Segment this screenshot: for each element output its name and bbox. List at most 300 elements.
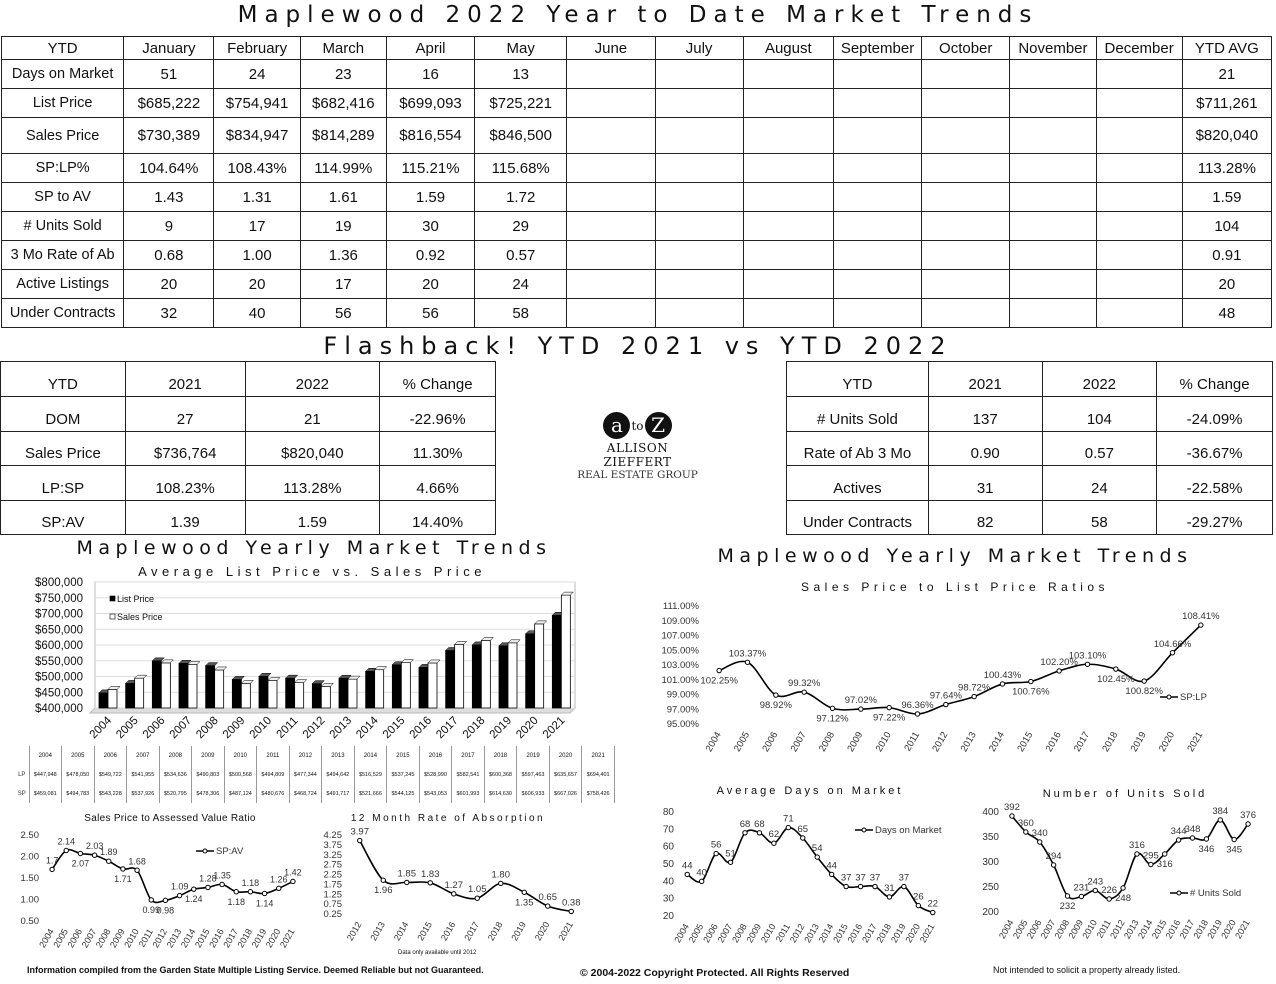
data-point [745, 660, 749, 664]
data-label: 44 [681, 860, 693, 872]
data-label: 99.32% [788, 678, 821, 690]
x-tick-label: 2006 [1024, 918, 1044, 941]
list-price-bar [206, 666, 215, 708]
logo-group: REAL ESTATE GROUP [577, 469, 698, 481]
x-tick-label: 2015 [380, 714, 408, 742]
y-tick-label: 103.00% [661, 660, 699, 671]
x-tick-label: 2012 [150, 927, 170, 950]
table-row [2, 118, 1272, 154]
flashback-right-table [786, 361, 1273, 535]
table-cell [833, 241, 921, 270]
table-cell: 0.68 [124, 241, 214, 270]
data-label: 104.66% [1153, 638, 1192, 650]
x-tick-label: 2008 [817, 730, 838, 754]
data-label: 316 [1129, 840, 1145, 851]
data-point [887, 705, 891, 709]
x-tick-label: 2010 [758, 922, 778, 945]
table-cell [833, 183, 921, 212]
column-header: November [1010, 37, 1096, 60]
data-point [1024, 830, 1028, 834]
sales-price-bar [241, 683, 250, 708]
table-cell: 56 [300, 299, 386, 328]
data-label: 62 [768, 829, 780, 841]
bar-top-face [241, 680, 253, 683]
year-cell: 2017 [452, 746, 485, 765]
sales-price-bar [375, 670, 384, 708]
table-cell: 9 [124, 212, 214, 241]
x-tick-label: 2008 [1052, 918, 1072, 941]
data-point [1163, 852, 1167, 856]
table-cell: 82 [928, 500, 1042, 535]
x-tick-label: 2018 [460, 714, 488, 742]
list-price-bar [99, 693, 108, 708]
data-point [1107, 897, 1111, 901]
lp-value-cell: $447,948 [29, 765, 62, 784]
legend-label: SP:LP [1180, 692, 1207, 703]
table-cell [743, 89, 833, 118]
table-cell [922, 118, 1010, 154]
table-cell: 29 [475, 212, 567, 241]
y-tick-label: 2.25 [323, 869, 342, 881]
data-point [1114, 667, 1118, 671]
x-tick-label: 2017 [860, 922, 879, 945]
table-row [1, 466, 496, 501]
y-tick-label: 70 [662, 824, 674, 836]
x-tick-label: 2018 [235, 927, 255, 950]
list-price-bar [526, 634, 535, 708]
sp-value-cell: $614,630 [484, 784, 517, 803]
year-cell: 2011 [257, 746, 290, 765]
x-tick-label: 2021 [917, 922, 937, 945]
data-label: 0.38 [562, 897, 581, 909]
data-label: 340 [1031, 828, 1048, 839]
data-label: 37 [898, 872, 910, 884]
data-label: 37 [840, 872, 852, 884]
table-cell: 20 [1182, 270, 1271, 299]
data-point [844, 884, 848, 888]
x-tick-label: 2005 [732, 730, 753, 754]
x-tick-label: 2009 [220, 714, 248, 742]
table-cell [922, 183, 1010, 212]
table-cell [655, 212, 743, 241]
x-tick-label: 2006 [65, 927, 85, 950]
table-cell: 0.57 [475, 241, 567, 270]
column-header: 2021 [125, 362, 245, 397]
sales-price-bar [401, 663, 410, 708]
column-header: June [567, 37, 655, 60]
data-label: 248 [1115, 893, 1131, 904]
data-point [50, 867, 54, 871]
y-tick-label: $400,000 [35, 703, 83, 715]
y-tick-label: 400 [982, 807, 999, 818]
data-label: 96.36% [901, 699, 934, 711]
data-point [1142, 679, 1146, 683]
data-label: 360 [1017, 818, 1034, 829]
x-tick-label: 2012 [930, 730, 951, 754]
x-tick-label: 2010 [122, 927, 141, 950]
x-tick-label: 2017 [1072, 730, 1093, 754]
data-point [1065, 894, 1069, 898]
data-point [522, 890, 526, 894]
table-cell: -29.27% [1157, 500, 1273, 535]
data-point [358, 838, 362, 842]
table-cell: 1.36 [300, 241, 386, 270]
lp-value-cell: $597,463 [517, 765, 550, 784]
x-tick-label: 2013 [1122, 918, 1141, 941]
table-cell: 1.00 [214, 241, 300, 270]
table-cell: 24 [475, 270, 567, 299]
data-label: 40 [696, 867, 707, 879]
y-tick-label: 60 [662, 841, 674, 853]
table-cell: $730,389 [124, 118, 214, 154]
table-cell [922, 154, 1010, 183]
x-tick-label: 2011 [773, 922, 793, 944]
table-cell [743, 118, 833, 154]
ytd-market-table [1, 36, 1272, 328]
table-cell [743, 241, 833, 270]
year-cell: 2012 [289, 746, 322, 765]
data-point [234, 890, 238, 894]
table-cell: 115.68% [475, 154, 567, 183]
x-tick-label: 2014 [178, 927, 198, 950]
x-tick-label: 2012 [300, 714, 328, 742]
data-point [1079, 894, 1083, 898]
x-tick-label: 2006 [760, 730, 781, 754]
bar-top-face [375, 667, 387, 670]
year-cell: 2018 [484, 746, 517, 765]
table-cell: 0.90 [928, 431, 1042, 466]
table-cell [655, 270, 743, 299]
column-header: 2022 [1042, 362, 1157, 397]
x-tick-label: 2015 [192, 927, 212, 950]
y-tick-label: 80 [662, 807, 674, 818]
table-cell: 31 [928, 466, 1042, 501]
data-label: 1.26 [269, 874, 288, 885]
table-cell [655, 154, 743, 183]
data-label: 1.7 [45, 855, 59, 866]
column-header: 2022 [245, 362, 380, 397]
data-label: 98.72% [958, 682, 991, 694]
table-cell [833, 60, 921, 89]
year-cell: 2007 [127, 746, 160, 765]
y-tick-label: 3.25 [323, 849, 342, 861]
lp-value-cell: $494,809 [257, 765, 290, 784]
table-cell: 58 [1042, 500, 1157, 535]
data-point [277, 886, 281, 890]
data-label: 100.82% [1125, 686, 1163, 698]
x-tick-label: 2011 [1094, 918, 1113, 940]
sales-price-bar [135, 678, 144, 708]
data-label: 100.76% [1012, 686, 1050, 698]
table-row [2, 212, 1272, 241]
bar-top-face [312, 681, 324, 684]
x-tick-label: 2006 [701, 922, 720, 945]
x-tick-label: 2020 [532, 920, 552, 943]
sales-price-bar [188, 665, 197, 708]
table-cell: 108.23% [125, 466, 245, 501]
column-header: July [655, 37, 743, 60]
year-cell: 2021 [582, 746, 615, 765]
table-cell: 17 [214, 212, 300, 241]
data-point [915, 712, 919, 716]
data-label: 346 [1198, 844, 1215, 855]
x-tick-label: 2012 [344, 920, 364, 943]
legend-label: SP:AV [216, 846, 244, 857]
sp-value-cell: $491,717 [322, 784, 355, 803]
table-cell: 113.28% [245, 466, 380, 501]
x-tick-label: 2020 [514, 714, 541, 742]
sp-value-cell: $468,724 [289, 784, 322, 803]
y-tick-label: $750,000 [35, 592, 83, 605]
list-price-bar [472, 645, 481, 708]
avg-list-vs-sales-price-chart [0, 560, 630, 750]
data-point [714, 851, 718, 855]
chart-title: Average List Price vs. Sales Price [138, 564, 486, 579]
sales-price-bar [348, 679, 357, 708]
data-label: 1.89 [99, 847, 118, 858]
sales-price-bar [295, 683, 304, 708]
table-cell: 104 [1182, 212, 1271, 241]
table-cell: 13 [475, 60, 567, 89]
column-header: YTD [787, 362, 929, 397]
y-tick-label: 3.75 [323, 839, 342, 851]
sales-price-bar [561, 595, 570, 708]
data-label: 1.27 [444, 879, 463, 891]
row-label: Actives [787, 466, 929, 501]
lp-sp-data-table [15, 746, 615, 803]
table-cell [1010, 212, 1096, 241]
y-tick-label: 200 [982, 907, 999, 918]
data-label: 68 [739, 818, 751, 830]
table-header-row [1, 362, 496, 397]
row-label: Sales Price [1, 431, 126, 466]
data-point [858, 884, 862, 888]
x-tick-label: 2007 [715, 922, 735, 945]
data-label: 1.24 [184, 894, 203, 905]
year-cell: 2013 [322, 746, 355, 765]
data-point [499, 881, 503, 885]
table-cell [833, 118, 921, 154]
x-tick-label: 2020 [903, 922, 923, 945]
data-label: 100.43% [983, 669, 1022, 681]
data-label: 1.18 [227, 896, 246, 907]
table-cell [567, 89, 655, 118]
table-cell: $834,947 [214, 118, 300, 154]
sp-value-cell: $537,926 [127, 784, 160, 803]
y-tick-label: 1.00 [20, 894, 39, 906]
x-tick-label: 2019 [888, 922, 908, 945]
table-cell: $754,941 [214, 89, 300, 118]
x-tick-label: 2016 [1163, 918, 1183, 941]
lp-value-cell: $477,344 [289, 765, 322, 784]
row-label: # Units Sold [787, 397, 929, 432]
table-cell: $699,093 [386, 89, 474, 118]
list-price-bar [312, 684, 321, 708]
data-point [830, 706, 834, 710]
data-point [220, 882, 224, 886]
x-tick-label: 2013 [164, 927, 184, 950]
table-cell [1096, 118, 1182, 154]
data-point [92, 853, 96, 857]
sales-price-bar [161, 663, 170, 708]
data-point [475, 896, 479, 900]
row-label: SP to AV [2, 183, 124, 212]
table-cell [743, 60, 833, 89]
data-point [1170, 651, 1174, 655]
data-point [717, 668, 721, 672]
table-cell [922, 212, 1010, 241]
x-tick-label: 2014 [1135, 918, 1155, 941]
x-tick-label: 2018 [874, 922, 894, 945]
column-header: 2021 [928, 362, 1042, 397]
table-header-row [787, 362, 1273, 397]
data-label: 1.80 [491, 869, 510, 881]
data-label: 1.85 [397, 868, 416, 880]
y-tick-label: 2.50 [20, 830, 39, 841]
data-label: 231 [1073, 882, 1090, 894]
table-cell: 115.21% [386, 154, 474, 183]
data-point [405, 880, 409, 884]
y-tick-label: 0.25 [323, 909, 342, 920]
bar-top-face [215, 667, 227, 670]
y-tick-label: $700,000 [35, 608, 83, 621]
year-cell: 2004 [29, 746, 62, 765]
table-row [1, 431, 496, 466]
data-label: 97.02% [844, 695, 877, 707]
x-tick-label: 2021 [540, 714, 568, 742]
x-tick-label: 2020 [1219, 918, 1238, 941]
data-point [902, 884, 906, 888]
table-cell [567, 270, 655, 299]
data-label: 102.45% [1097, 674, 1135, 686]
row-label: Days on Market [2, 60, 124, 89]
data-point [107, 859, 111, 863]
table-cell: $685,222 [124, 89, 214, 118]
y-tick-label: $800,000 [35, 577, 83, 589]
sp-value-cell: $667,026 [549, 784, 582, 803]
data-label: 1.09 [170, 881, 189, 892]
row-label: List Price [2, 89, 124, 118]
data-point [944, 702, 948, 706]
brand-logo [575, 412, 700, 481]
data-label: 376 [1240, 810, 1256, 821]
column-header: May [475, 37, 567, 60]
list-price-bar [499, 646, 508, 708]
table-cell [1096, 60, 1182, 89]
y-tick-label: 350 [982, 832, 999, 843]
data-point [916, 903, 920, 907]
data-point [163, 898, 167, 902]
blank-cell [15, 746, 29, 765]
data-point [428, 881, 432, 885]
lp-value-cell: $537,245 [387, 765, 420, 784]
list-price-bar [286, 678, 295, 708]
table-cell: 1.61 [300, 183, 386, 212]
table-cell: 114.99% [300, 154, 386, 183]
data-label: 345 [1226, 844, 1243, 856]
data-point [149, 898, 153, 902]
table-cell: $820,040 [1182, 118, 1271, 154]
x-tick-label: 2021 [556, 920, 575, 943]
data-point [1199, 623, 1203, 627]
x-tick-label: 2009 [744, 922, 764, 945]
y-tick-label: $500,000 [35, 671, 83, 684]
data-label: 0.99 [142, 904, 161, 915]
y-tick-label: 4.25 [323, 830, 342, 841]
column-header: % Change [380, 362, 496, 397]
data-point [135, 868, 139, 872]
x-tick-label: 2008 [93, 927, 113, 950]
x-tick-label: 2016 [845, 922, 865, 945]
year-cell: 2005 [62, 746, 95, 765]
y-tick-label: 250 [982, 882, 999, 893]
table-row [2, 89, 1272, 118]
list-price-bar [259, 676, 268, 708]
data-point [685, 872, 689, 876]
table-cell: 1.31 [214, 183, 300, 212]
table-row [787, 466, 1273, 501]
year-cell: 2015 [387, 746, 420, 765]
x-tick-label: 2008 [730, 922, 749, 945]
table-cell: 23 [300, 60, 386, 89]
table-cell [1010, 270, 1096, 299]
table-row [787, 397, 1273, 432]
list-price-bar [552, 615, 561, 708]
data-label: 1.14 [255, 898, 274, 909]
table-cell: 48 [1182, 299, 1271, 328]
logo-letter-a: a [603, 412, 630, 439]
table-cell: -22.96% [380, 397, 496, 432]
x-tick-label: 2009 [107, 927, 127, 950]
table-cell: 1.39 [125, 500, 245, 535]
data-point [78, 851, 82, 855]
year-cell: 2009 [192, 746, 225, 765]
x-tick-label: 2021 [1185, 730, 1206, 754]
legend-label: List Price [117, 594, 155, 604]
flashback-left-table [0, 361, 496, 535]
sales-price-bar [215, 670, 224, 708]
data-point [873, 884, 877, 888]
data-label: 68 [754, 818, 765, 830]
sp-av-ratio-chart [0, 808, 320, 958]
x-tick-label: 2005 [51, 927, 70, 950]
y-tick-label: 107.00% [661, 630, 699, 642]
x-tick-label: 2005 [114, 714, 141, 742]
data-label: 103.37% [728, 648, 767, 660]
sp-value-cell: $480,676 [257, 784, 290, 803]
legend-label: # Units Sold [1190, 888, 1242, 899]
x-tick-label: 2007 [79, 927, 99, 950]
data-point [1029, 679, 1033, 683]
data-point [1135, 852, 1139, 856]
row-label: SP:LP% [2, 154, 124, 183]
table-cell: 104 [1042, 397, 1157, 432]
table-row [1, 397, 496, 432]
table-cell [922, 241, 1010, 270]
data-label: 71 [783, 813, 794, 825]
chart-title: Sales Price to Assessed Value Ratio [84, 813, 256, 824]
bar-top-face [259, 673, 271, 676]
sales-price-bar [108, 689, 117, 708]
x-tick-label: 2009 [1066, 918, 1086, 941]
table-cell: 56 [386, 299, 474, 328]
sales-price-bar [481, 640, 490, 708]
x-tick-label: 2007 [167, 714, 195, 742]
row-label: DOM [1, 397, 126, 432]
x-tick-label: 2020 [1157, 730, 1178, 754]
data-point [177, 893, 181, 897]
table-cell: 11.30% [380, 431, 496, 466]
